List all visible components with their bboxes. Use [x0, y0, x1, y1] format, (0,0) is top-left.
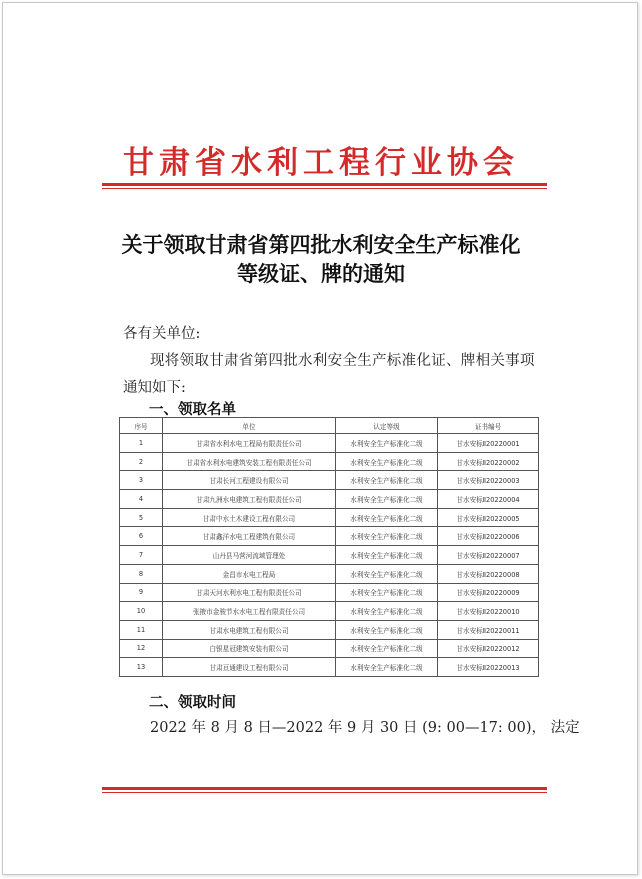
table-row	[120, 471, 539, 490]
cell-no: 12	[120, 639, 163, 658]
cell-unit: 白银星冠建筑安装有限公司	[163, 639, 336, 658]
table-row	[120, 620, 539, 639]
notice-title-line2: 等级证、牌的通知	[237, 261, 405, 286]
cell-level: 水利安全生产标准化二级	[336, 564, 438, 583]
cell-unit: 甘肃长河工程建设有限公司	[163, 471, 336, 490]
footer-red-rule	[102, 787, 547, 793]
intro-paragraph-line2: 通知如下:	[123, 380, 186, 396]
cell-unit: 甘肃中水土木建设工程有限公司	[163, 508, 336, 527]
cell-cert: 甘水安标Ⅱ20220011	[438, 620, 539, 639]
cell-cert: 甘水安标Ⅱ20220002	[438, 452, 539, 471]
col-header-no: 序号	[120, 418, 163, 434]
section2-body: 2022 年 8 月 8 日—2022 年 9 月 30 日 (9: 00—17: 00)， 法定	[150, 720, 580, 736]
col-header-cert: 证书编号	[438, 418, 539, 434]
table-row	[120, 527, 539, 546]
section1-heading: 一、领取名单	[149, 402, 236, 418]
section2-heading: 二、领取时间	[149, 695, 236, 711]
cell-cert: 甘水安标Ⅱ20220005	[438, 508, 539, 527]
intro-paragraph-line1: 现将领取甘肃省第四批水利安全生产标准化证、牌相关事项	[150, 353, 535, 369]
letterhead-red-rule	[102, 183, 547, 189]
cell-unit: 张掖市金骏节水水电工程有限责任公司	[163, 602, 336, 621]
cell-cert: 甘水安标Ⅱ20220009	[438, 583, 539, 602]
cell-level: 水利安全生产标准化二级	[336, 546, 438, 565]
table-row	[120, 434, 539, 453]
cell-no: 7	[120, 546, 163, 565]
cell-level: 水利安全生产标准化二级	[336, 490, 438, 509]
cell-cert: 甘水安标Ⅱ20220006	[438, 527, 539, 546]
cell-cert: 甘水安标Ⅱ20220007	[438, 546, 539, 565]
cell-unit: 甘肃亘通建设工程有限公司	[163, 658, 336, 677]
cell-cert: 甘水安标Ⅱ20220008	[438, 564, 539, 583]
table-row	[120, 658, 539, 677]
cell-no: 8	[120, 564, 163, 583]
cell-no: 9	[120, 583, 163, 602]
cell-level: 水利安全生产标准化二级	[336, 527, 438, 546]
letterhead-org-name: 甘肃省水利工程行业协会	[123, 145, 519, 181]
cell-cert: 甘水安标Ⅱ20220004	[438, 490, 539, 509]
cell-cert: 甘水安标Ⅱ20220001	[438, 434, 539, 453]
cell-no: 2	[120, 452, 163, 471]
table-row	[120, 490, 539, 509]
cell-no: 11	[120, 620, 163, 639]
col-header-level: 认定等级	[336, 418, 438, 434]
cell-unit: 山丹县马营河流域管理处	[163, 546, 336, 565]
cell-level: 水利安全生产标准化二级	[336, 639, 438, 658]
cell-no: 5	[120, 508, 163, 527]
table-row	[120, 639, 539, 658]
cell-unit: 金昌市水电工程局	[163, 564, 336, 583]
notice-title-line1: 关于领取甘肃省第四批水利安全生产标准化	[121, 232, 521, 257]
table-row	[120, 564, 539, 583]
table-row	[120, 602, 539, 621]
cell-cert: 甘水安标Ⅱ20220003	[438, 471, 539, 490]
cell-unit: 甘肃省水利水电工程局有限责任公司	[163, 434, 336, 453]
cell-no: 13	[120, 658, 163, 677]
cell-unit: 甘肃天河水利水电工程有限责任公司	[163, 583, 336, 602]
salutation: 各有关单位:	[123, 326, 201, 342]
cell-no: 6	[120, 527, 163, 546]
cell-unit: 甘肃水电建筑工程有限公司	[163, 620, 336, 639]
cell-level: 水利安全生产标准化二级	[336, 620, 438, 639]
cell-level: 水利安全生产标准化二级	[336, 434, 438, 453]
roster-table	[119, 417, 539, 677]
cell-unit: 甘肃鑫洋水电工程建筑有限公司	[163, 527, 336, 546]
cell-cert: 甘水安标Ⅱ20220013	[438, 658, 539, 677]
cell-level: 水利安全生产标准化二级	[336, 583, 438, 602]
table-row	[120, 508, 539, 527]
table-header-row	[120, 418, 539, 434]
cell-level: 水利安全生产标准化二级	[336, 508, 438, 527]
cell-no: 3	[120, 471, 163, 490]
table-row	[120, 546, 539, 565]
cell-no: 10	[120, 602, 163, 621]
cell-level: 水利安全生产标准化二级	[336, 602, 438, 621]
table-row	[120, 452, 539, 471]
table-row	[120, 583, 539, 602]
cell-level: 水利安全生产标准化二级	[336, 452, 438, 471]
cell-cert: 甘水安标Ⅱ20220012	[438, 639, 539, 658]
cell-unit: 甘肃九洲水电建筑工程有限责任公司	[163, 490, 336, 509]
cell-no: 1	[120, 434, 163, 453]
cell-cert: 甘水安标Ⅱ20220010	[438, 602, 539, 621]
cell-no: 4	[120, 490, 163, 509]
cell-level: 水利安全生产标准化二级	[336, 471, 438, 490]
col-header-unit: 单位	[163, 418, 336, 434]
cell-unit: 甘肃省水利水电建筑安装工程有限责任公司	[163, 452, 336, 471]
cell-level: 水利安全生产标准化二级	[336, 658, 438, 677]
